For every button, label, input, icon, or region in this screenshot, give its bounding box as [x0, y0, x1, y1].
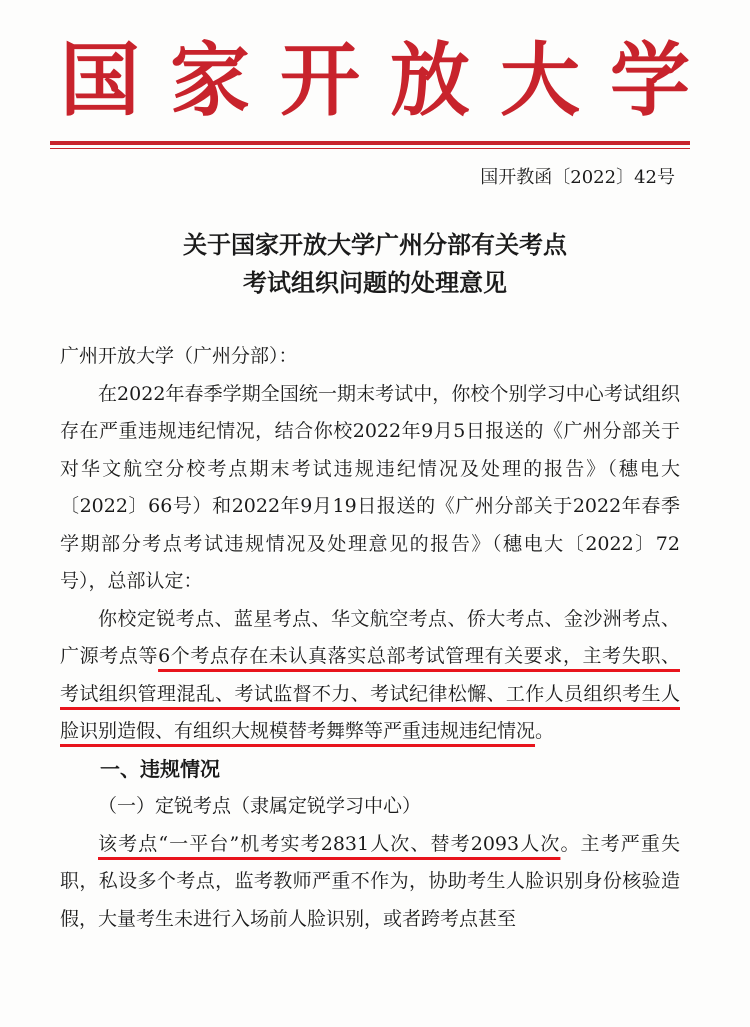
dingrui-details-text: 。主考严重失职，私设多个考点，监考教师严重不作为，协助考生人脸识别身份核验造假，大量考生未进行入场前人脸识别，或者跨考点甚至: [60, 832, 680, 930]
red-divider-thin: [50, 148, 690, 149]
red-divider-thick: [50, 141, 690, 145]
institution-masthead: 国家开放大学: [60, 33, 720, 127]
document-title-line-2: 考试组织问题的处理意见: [243, 269, 507, 297]
paragraph-background: 在2022年春季学期全国统一期末考试中，你校个别学习中心考试组织存在严重违规违纪情况，结合你校2022年9月5日报送的《广州分部关于对华文航空分校考点期末考试违规违纪情况及处理的报告》（穗电大〔2022〕66号）和2022年9月19日报送的《广州分部关于2022年春季学期部分考点考试违规情况及处理意见的报告》（穗电大〔2022〕72号），总部认定：: [60, 382, 680, 592]
findings-end-text: 。: [535, 720, 555, 742]
document-body: [60, 338, 680, 938]
paragraph-dingrui-details: [60, 826, 680, 939]
document-title: [60, 226, 690, 302]
document-title-line-1: 关于国家开放大学广州分部有关考点: [183, 231, 567, 259]
paragraph-findings: [60, 601, 680, 751]
findings-highlighted-text: 6个考点存在未认真落实总部考试管理有关要求，主考失职、考试组织管理混乱、考试监督不力、考试纪律松懈、工作人员组织考生人脸识别造假、有组织大规模替考舞弊等严重违规违纪情况: [60, 645, 680, 742]
dingrui-highlighted-text: 该考点“一平台”机考实考2831人次、替考2093人次: [98, 832, 561, 855]
document-number: 国开教函〔2022〕42号: [480, 167, 675, 188]
salutation: 广州开放大学（广州分部）：: [60, 345, 298, 367]
findings-intro-text: 你校定锐考点、蓝星考点、华文航空考点、侨大考点、金沙洲考点、广源考点等: [60, 607, 680, 667]
subsection-heading-dingrui: （一）定锐考点（隶属定锐学习中心）: [98, 795, 422, 817]
section-heading-violations: 一、违规情况: [100, 756, 220, 781]
